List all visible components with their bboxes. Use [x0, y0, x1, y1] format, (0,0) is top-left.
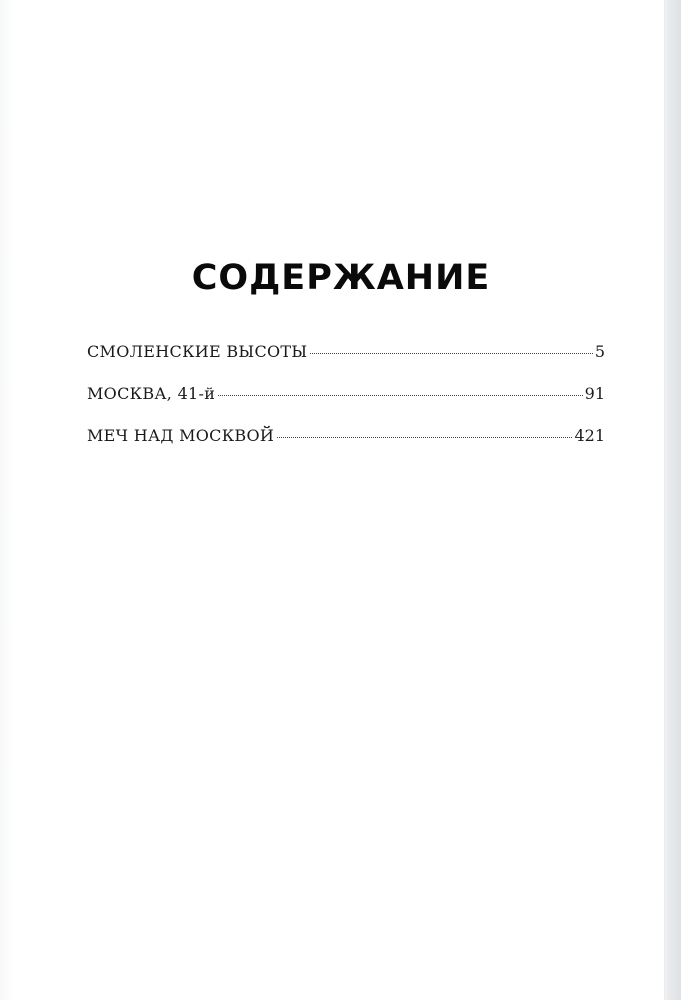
dot-leader [277, 437, 572, 438]
dot-leader [310, 353, 592, 354]
toc-entry-sword-over-moscow[interactable] [87, 426, 605, 468]
toc-entry-label: СМОЛЕНСКИЕ ВЫСОТЫ [87, 342, 308, 361]
toc-entry-page-number: 421 [574, 426, 605, 445]
toc-entry-page-number: 5 [594, 342, 605, 361]
toc-list [87, 342, 605, 468]
dot-leader [218, 395, 582, 396]
toc-entry-moscow-41[interactable] [87, 384, 605, 426]
toc-entry-smolensk-heights[interactable] [87, 342, 605, 384]
toc-entry-page-number: 91 [584, 384, 605, 403]
toc-entry-label: МОСКВА, 41-й [87, 384, 216, 403]
toc-title: СОДЕРЖАНИЕ [191, 258, 491, 299]
toc-entry-label: МЕЧ НАД МОСКВОЙ [87, 426, 275, 445]
book-page [14, 0, 664, 1000]
